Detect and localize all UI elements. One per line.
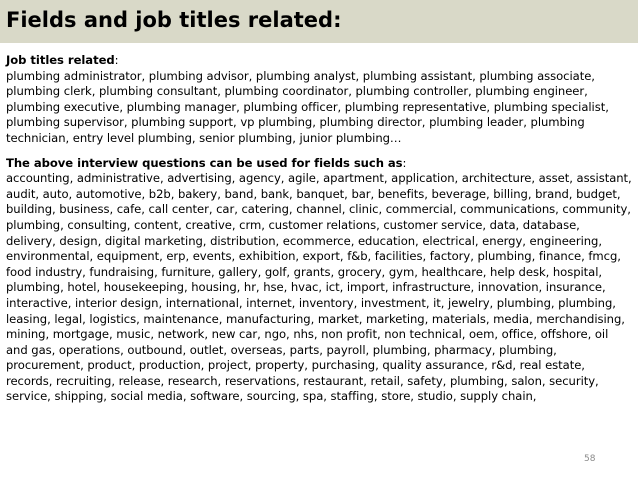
job-titles-list: plumbing administrator, plumbing advisor, plumbing analyst, plumbing assistant, plumbing associate, plumbing clerk, plumbing consultant, plumbing coordinator, plumbing controller, plumbing engineer, plumbing executive, plumbing manager, plumbing officer, plumbing representative, plumbing specialist, plumbing supervisor, plumbing support, vp plumbing, plumbing director, plumbing leader, plumbing technician, entry level plumbing, senior plumbing, junior plumbing… bbox=[6, 68, 609, 145]
job-titles-heading-text: Job titles related bbox=[6, 53, 115, 67]
job-titles-heading-colon: : bbox=[114, 53, 119, 67]
slide-title: Fields and job titles related: bbox=[6, 8, 342, 32]
section-spacer bbox=[6, 147, 632, 156]
fields-heading-colon: : bbox=[402, 155, 407, 170]
fields-list: accounting, administrative, advertising, agency, agile, apartment, application, architecture, asset, assistant, audit, auto, automotive, b2b, bakery, band, bank, banquet, bar, benefits, beverage, billing, brand, budget, building, business, cafe, call center, car, catering, channel, clinic, commercial, communications, community, plumbing, consulting, content, creative, crm, customer relations, customer service, data, database, delivery, design, digital marketing, distribution, ecommerce, education, electrical, energy, engineering, environmental, equipment, erp, events, exhibition, export, f&b, facilities, factory, plumbing, finance, fmcg, food industry, fundraising, furniture, gallery, golf, grants, grocery, gym, healthcare, help desk, hospital, plumbing, hotel, housekeeping, housing, hr, hse, hvac, ict, import, infrastructure, innovation, insurance, interactive, interior design, international, internet, inventory, investment, it, jewelry, plumbing, plumbing, leasing, legal, logistics, maintenance, manufacturing, market, marketing, materials, media, merchandising, mining, mortgage, music, network, new car, ngo, nhs, non profit, non technical, oem, office, offshore, oil and gas, operations, outbound, outlet, overseas, parts, payroll, plumbing, pharmacy, plumbing, procurement, product, production, project, property, purchasing, quality assurance, r&d, real estate, records, recruiting, release, research, reservations, restaurant, retail, safety, plumbing, salon, security, service, shipping, social media, software, sourcing, spa, staffing, store, studio, supply chain, bbox=[6, 171, 632, 404]
job-titles-heading bbox=[6, 53, 632, 69]
fields-heading bbox=[6, 156, 632, 172]
fields-heading-text: The above interview questions can be used for fields such as bbox=[6, 155, 403, 170]
title-bar bbox=[0, 0, 638, 43]
slide-content bbox=[6, 53, 632, 405]
page-number: 58 bbox=[584, 454, 596, 464]
